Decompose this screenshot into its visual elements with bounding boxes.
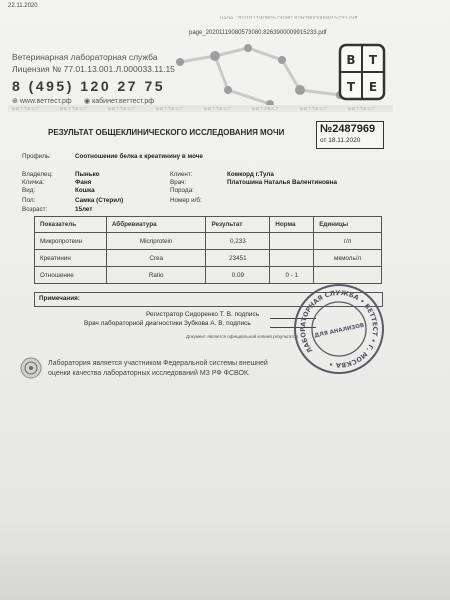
col-header-units: Единицы: [314, 217, 382, 233]
row-units: мкмоль/л: [314, 250, 382, 267]
stamp-ring-text: ЛАБОРАТОРНАЯ СЛУЖБА • ВЕТТЕСТ • Г. МОСКВА •: [298, 288, 380, 370]
report-title: РЕЗУЛЬТАТ ОБЩЕКЛИНИЧЕСКОГО ИССЛЕДОВАНИЯ МОЧИ: [48, 128, 285, 137]
species-label: Вид:: [22, 187, 36, 194]
cabinet-text: кабинет.веттест.рф: [92, 98, 155, 105]
sex-label: Пол:: [22, 197, 36, 204]
fsvok-text-1: Лаборатория является участником Федеральной системы внешней: [48, 360, 268, 367]
license-number: Лицензия № 77.01.13.001.Л.000033.11.15: [12, 64, 175, 74]
age-label: Возраст:: [22, 206, 48, 213]
record-number-label: Номер и/б:: [170, 197, 202, 204]
client-value: Комкорд г.Тула: [227, 171, 274, 178]
row-norm: [270, 250, 314, 267]
table-row: [35, 250, 382, 267]
pet-name-value: Фаня: [75, 179, 92, 186]
page-shadow: [0, 520, 450, 600]
band-text-8: ВЕТТЕСТ: [348, 106, 376, 111]
col-header-abbreviation: Аббревиатура: [106, 217, 206, 233]
logo-letter-3: Т: [346, 80, 356, 94]
col-header-norm: Норма: [270, 217, 314, 233]
row-abbreviation: Micriprotein: [106, 233, 206, 250]
col-header-parameter: Показатель: [35, 217, 107, 233]
row-parameter: Креатинин: [35, 250, 107, 267]
row-abbreviation: Crea: [106, 250, 206, 267]
row-norm: 0 - 1: [270, 267, 314, 284]
band-text-4: ВЕТТЕСТ: [156, 106, 184, 111]
official-copy-note: Документ является официальной копией результатов: [186, 334, 299, 339]
table-row: [35, 267, 382, 284]
sex-value: Самка (Стерил): [75, 197, 124, 204]
col-header-result: Результат: [206, 217, 270, 233]
row-result: 0,233: [206, 233, 270, 250]
table-header-row: [35, 217, 382, 233]
report-number-box: [316, 121, 384, 149]
band-text-6: ВЕТТЕСТ: [252, 106, 280, 111]
owner-label: Владелец:: [22, 171, 53, 178]
owner-value: Пынько: [75, 171, 100, 178]
row-abbreviation: Ratio: [106, 267, 206, 284]
fsvok-icon: [20, 357, 42, 379]
row-result: 0.09: [206, 267, 270, 284]
vettest-logo: [337, 42, 387, 102]
report-date: от 18.11.2020: [320, 137, 361, 144]
profile-label: Профиль:: [22, 153, 51, 160]
doctor-signature: Врач лабораторной диагностики Зубкова А. В. подпись: [84, 320, 251, 327]
cabinet-link[interactable]: [84, 97, 154, 105]
globe-icon: ⊕: [12, 98, 18, 105]
species-value: Кошка: [75, 187, 95, 194]
band-text-5: ВЕТТЕСТ: [204, 106, 232, 111]
doctor-value: Платошина Наталья Валентиновна: [227, 179, 338, 186]
row-units: [314, 267, 382, 284]
logo-letter-1: В: [346, 53, 356, 67]
website-text: www.веттест.рф: [19, 98, 72, 105]
band-text-7: ВЕТТЕСТ: [300, 106, 328, 111]
row-norm: [270, 233, 314, 250]
logo-letter-2: Т: [368, 53, 378, 67]
row-units: г/л: [314, 233, 382, 250]
pet-name-label: Кличка:: [22, 179, 45, 186]
doctor-label: Врач:: [170, 179, 187, 186]
website-link[interactable]: [12, 97, 72, 105]
report-number: №2487969: [320, 123, 376, 135]
stamp-center-text: ДЛЯ АНАЛИЗОВ: [314, 322, 365, 340]
phone-number: 8 (495) 120 27 75: [12, 78, 166, 94]
fsvok-text-2: оценки качества лабораторных исследований МЗ РФ ФСВОК.: [48, 370, 250, 377]
pdf-filename: page_20201119080573080.8263900009915233.pdf: [189, 30, 327, 36]
user-icon: ◉: [84, 98, 91, 105]
brand-band: [8, 105, 393, 112]
table-row: [35, 233, 382, 250]
print-date: 22.11.2020: [8, 3, 38, 9]
band-text-2: ВЕТТЕСТ: [60, 106, 88, 111]
registrar-signature: Регистратор Сидоренко Т. В. подпись: [146, 311, 260, 318]
band-text-1: ВЕТТЕСТ: [12, 106, 40, 111]
breed-label: Порода:: [170, 187, 194, 194]
row-parameter: Микропротеин: [35, 233, 107, 250]
lab-stamp: [292, 282, 386, 376]
row-result: 23451: [206, 250, 270, 267]
client-label: Клиент:: [170, 171, 193, 178]
band-text-3: ВЕТТЕСТ: [108, 106, 136, 111]
notes-label: Примечания:: [39, 295, 80, 302]
logo-letter-4: Е: [368, 80, 378, 94]
age-value: 15лет: [75, 206, 93, 213]
org-name: Ветеринарная лабораторная служба: [12, 52, 158, 62]
row-parameter: Отношение: [35, 267, 107, 284]
results-table: [34, 216, 382, 284]
profile-value: Соотношение белка к креатинину в моче: [75, 153, 203, 160]
